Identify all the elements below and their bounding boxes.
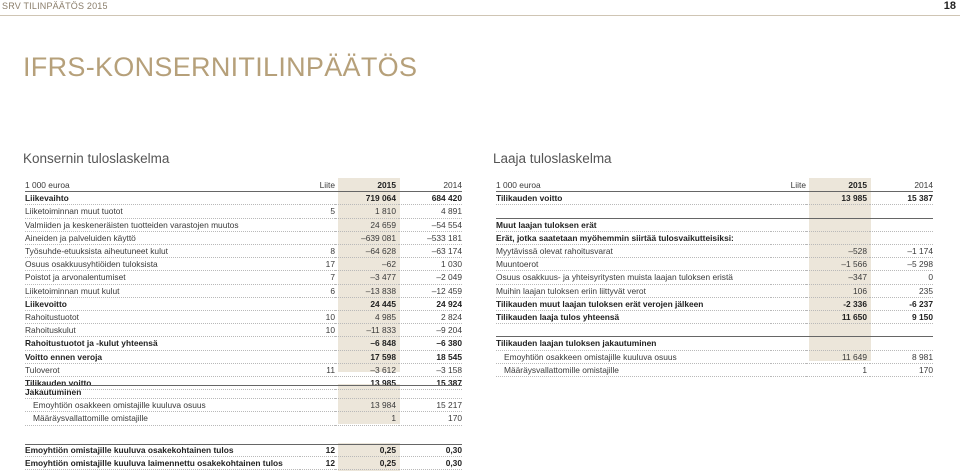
income-statement-2014: –12 459: [399, 284, 462, 297]
oci-row: [496, 284, 933, 297]
eps-row: [25, 444, 462, 457]
oci-subtitle: Erät, jotka saatetaan myöhemmin siirtää tulosvaikutteisiksi:: [496, 231, 933, 244]
eps-2015: 0,25: [335, 457, 399, 470]
income-statement-2014: –3 158: [399, 363, 462, 376]
oci-2014: -6 237: [870, 297, 933, 310]
income-statement-2014: 15 387: [399, 377, 462, 390]
spacer-row: [496, 324, 933, 337]
income-statement-2015: –6 848: [335, 337, 399, 350]
income-statement-note: 11: [300, 363, 335, 376]
income-statement-row: [25, 192, 462, 205]
eps-top-rule: [25, 444, 462, 445]
income-statement-note: 17: [300, 258, 335, 271]
oci-label: Osuus osakkuus- ja yhteisyritysten muista laajan tuloksen eristä: [496, 271, 771, 284]
oci-2015: -2 336: [806, 297, 870, 310]
income-statement-label: Osuus osakkuusyhtiöiden tuloksista: [25, 258, 300, 271]
income-statement-2015: –639 081: [335, 231, 399, 244]
income-statement-label: Liikevoitto: [25, 297, 300, 310]
oci-note: [771, 284, 806, 297]
oci-label: Tilikauden laaja tulos yhteensä: [496, 311, 771, 324]
r-col-header-label: 1 000 euroa: [496, 179, 771, 192]
r-col-header-2014: 2014: [870, 179, 933, 192]
eps-2015: 0,25: [335, 444, 399, 457]
oci-note: [771, 258, 806, 271]
distribution-note: [300, 399, 335, 412]
distribution-row: [25, 412, 462, 425]
page-title: IFRS-KONSERNITILINPÄÄTÖS: [23, 52, 418, 82]
profit-2015: 13 985: [806, 192, 870, 205]
income-statement-note: 7: [300, 271, 335, 284]
income-statement-2014: 2 824: [399, 311, 462, 324]
income-statement-label: Rahoitustuotot ja -kulut yhteensä: [25, 337, 300, 350]
oci-2014: 0: [870, 271, 933, 284]
page-number: 18: [943, 0, 956, 12]
income-statement-2014: –63 174: [399, 245, 462, 258]
r-col-header-2015: 2015: [806, 179, 870, 192]
alloc-label: Emoyhtiön osakkeen omistajille kuuluva osuus: [496, 350, 771, 363]
oci-2015: –347: [806, 271, 870, 284]
alloc-note: [771, 363, 806, 376]
oci-row: [496, 245, 933, 258]
income-statement-label: Valmiiden ja keskeneräisten tuotteiden varastojen muutos: [25, 218, 300, 231]
income-statement-row: [25, 218, 462, 231]
oci-label: Muuntoerot: [496, 258, 771, 271]
oci-label: Muihin laajan tuloksen eriin liittyvät verot: [496, 284, 771, 297]
income-statement-note: [300, 231, 335, 244]
comprehensive-income-table: [496, 179, 933, 377]
distribution-row: [25, 399, 462, 412]
col-header-note: Liite: [300, 179, 335, 192]
income-statement-2015: 719 064: [335, 192, 399, 205]
income-statement-2015: 1 810: [335, 205, 399, 218]
income-statement-2014: –6 380: [399, 337, 462, 350]
income-statement-row: [25, 324, 462, 337]
distribution-label: Määräysvallattomille omistajille: [25, 412, 300, 425]
income-statement-row: [25, 337, 462, 350]
income-statement-row: [25, 205, 462, 218]
income-statement-table: [25, 179, 462, 390]
eps-note: 12: [300, 457, 335, 470]
oci-note: [771, 271, 806, 284]
income-statement-label: Tilikauden voitto: [25, 377, 300, 390]
oci-note: [771, 311, 806, 324]
income-statement-label: Työsuhde-etuuksista aiheutuneet kulut: [25, 245, 300, 258]
income-statement-label: Aineiden ja palveluiden käyttö: [25, 231, 300, 244]
income-statement-2015: 17 598: [335, 350, 399, 363]
alloc-2014: 170: [870, 363, 933, 376]
oci-2014: 9 150: [870, 311, 933, 324]
profit-label: Tilikauden voitto: [496, 192, 771, 205]
income-statement-2014: –9 204: [399, 324, 462, 337]
income-statement-note: [300, 192, 335, 205]
income-statement-2014: –2 049: [399, 271, 462, 284]
income-statement-2015: –3 477: [335, 271, 399, 284]
income-statement-title: Konsernin tuloslaskelma: [23, 151, 170, 166]
alloc-label: Määräysvallattomille omistajille: [496, 363, 771, 376]
r-col-header-note: Liite: [771, 179, 806, 192]
income-statement-note: 10: [300, 324, 335, 337]
income-statement-2015: 24 659: [335, 218, 399, 231]
alloc-row: [496, 363, 933, 376]
income-statement-note: 10: [300, 311, 335, 324]
income-statement-2015: 13 985: [335, 377, 399, 390]
col-header-2015: 2015: [335, 179, 399, 192]
alloc-title: Tilikauden laajan tuloksen jakautuminen: [496, 337, 933, 350]
distribution-title: Jakautuminen: [25, 386, 462, 399]
distribution-2014: 15 217: [399, 399, 462, 412]
header-divider: [0, 15, 960, 16]
col-header-label: 1 000 euroa: [25, 179, 300, 192]
eps-2014: 0,30: [399, 457, 462, 470]
income-statement-row: [25, 245, 462, 258]
income-statement-label: Liiketoiminnan muut kulut: [25, 284, 300, 297]
oci-row: [496, 297, 933, 310]
income-statement-note: 8: [300, 245, 335, 258]
alloc-note: [771, 350, 806, 363]
income-statement-2014: 24 924: [399, 297, 462, 310]
oci-label: Myytävissä olevat rahoitusvarat: [496, 245, 771, 258]
distribution-table: [25, 385, 462, 426]
income-statement-2015: –11 833: [335, 324, 399, 337]
oci-note: [771, 245, 806, 258]
income-statement-row: [25, 271, 462, 284]
income-statement-label: Liiketoiminnan muut tuotot: [25, 205, 300, 218]
oci-2015: –1 566: [806, 258, 870, 271]
income-statement-note: [300, 297, 335, 310]
income-statement-note: 5: [300, 205, 335, 218]
oci-2014: –5 298: [870, 258, 933, 271]
oci-row: [496, 271, 933, 284]
distribution-2015: 1: [335, 412, 399, 425]
oci-label: Tilikauden muut laajan tuloksen erät verojen jälkeen: [496, 297, 771, 310]
income-statement-note: [300, 218, 335, 231]
alloc-2015: 11 649: [806, 350, 870, 363]
distribution-label: Emoyhtiön osakkeen omistajille kuuluva osuus: [25, 399, 300, 412]
eps-label: Emoyhtiön omistajille kuuluva osakekohtainen tulos: [25, 444, 300, 457]
income-statement-row: [25, 311, 462, 324]
income-statement-row: [25, 363, 462, 376]
income-statement-row: [25, 297, 462, 310]
income-statement-2014: 684 420: [399, 192, 462, 205]
oci-2015: –528: [806, 245, 870, 258]
eps-label: Emoyhtiön omistajille kuuluva laimennettu osakekohtainen tulos: [25, 457, 300, 470]
income-statement-2014: 18 545: [399, 350, 462, 363]
income-statement-2015: –62: [335, 258, 399, 271]
income-statement-note: 6: [300, 284, 335, 297]
income-statement-label: Poistot ja arvonalentumiset: [25, 271, 300, 284]
oci-2014: 235: [870, 284, 933, 297]
oci-note: [771, 297, 806, 310]
income-statement-2014: –533 181: [399, 231, 462, 244]
income-statement-2015: 24 445: [335, 297, 399, 310]
income-statement-label: Tuloverot: [25, 363, 300, 376]
alloc-row: [496, 350, 933, 363]
income-statement-2015: 4 985: [335, 311, 399, 324]
oci-row: [496, 258, 933, 271]
comprehensive-income-title: Laaja tuloslaskelma: [493, 151, 612, 166]
income-statement-label: Liikevaihto: [25, 192, 300, 205]
oci-row: [496, 311, 933, 324]
income-statement-2015: –3 612: [335, 363, 399, 376]
eps-row: [25, 457, 462, 470]
income-statement-label: Rahoituskulut: [25, 324, 300, 337]
income-statement-2014: 1 030: [399, 258, 462, 271]
income-statement-note: [300, 337, 335, 350]
income-statement-2014: 4 891: [399, 205, 462, 218]
income-statement-row: [25, 284, 462, 297]
income-statement-row: [25, 231, 462, 244]
income-statement-label: Voitto ennen veroja: [25, 350, 300, 363]
income-statement-note: [300, 350, 335, 363]
distribution-2015: 13 984: [335, 399, 399, 412]
income-statement-2014: –54 554: [399, 218, 462, 231]
income-statement-row: [25, 258, 462, 271]
alloc-2014: 8 981: [870, 350, 933, 363]
alloc-2015: 1: [806, 363, 870, 376]
report-name: SRV TILINPÄÄTÖS 2015: [2, 1, 108, 11]
oci-title: Muut laajan tuloksen erät: [496, 218, 933, 231]
income-statement-2015: –64 628: [335, 245, 399, 258]
spacer-row: [496, 205, 933, 218]
income-statement-2015: –13 838: [335, 284, 399, 297]
profit-2014: 15 387: [870, 192, 933, 205]
oci-2014: –1 174: [870, 245, 933, 258]
eps-2014: 0,30: [399, 444, 462, 457]
distribution-2014: 170: [399, 412, 462, 425]
eps-table: [25, 444, 462, 470]
distribution-note: [300, 412, 335, 425]
income-statement-label: Rahoitustuotot: [25, 311, 300, 324]
col-header-2014: 2014: [399, 179, 462, 192]
eps-note: 12: [300, 444, 335, 457]
oci-2015: 106: [806, 284, 870, 297]
oci-2015: 11 650: [806, 311, 870, 324]
income-statement-row: [25, 350, 462, 363]
